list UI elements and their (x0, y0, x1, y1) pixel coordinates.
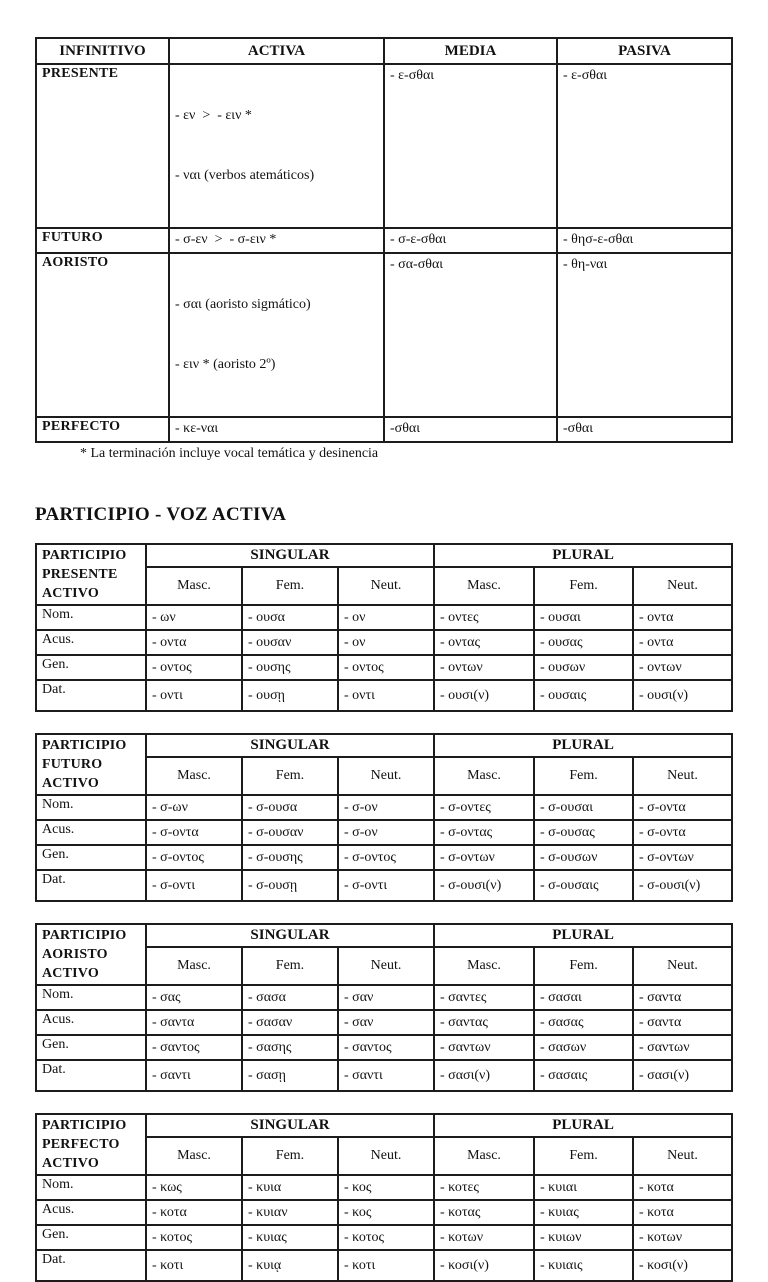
column-header-infinitivo: INFINITIVO (36, 38, 169, 64)
table-row (36, 1200, 732, 1225)
ending-cell: - κυια (242, 1175, 338, 1200)
ending-cell: - σασων (534, 1035, 633, 1060)
ending-cell (169, 64, 384, 228)
ending-cell: - σαντων (434, 1035, 534, 1060)
ending-cell: - κοτων (434, 1225, 534, 1250)
column-header-activa: ACTIVA (169, 38, 384, 64)
ending-cell: - ον (338, 605, 434, 630)
table-row (36, 1225, 732, 1250)
ending-cell: - ουσῃ (242, 680, 338, 711)
table-header-row (36, 734, 732, 757)
gender-header-cell: Neut. (338, 1137, 434, 1175)
ending-cell: - κυιων (534, 1225, 633, 1250)
ending-cell: - οντι (146, 680, 242, 711)
footnote: * La terminación incluye vocal temática y desinencia (80, 446, 379, 461)
gender-header-cell: Fem. (242, 567, 338, 605)
participle-table-aoristo (35, 923, 733, 1092)
ending-cell: - σ-ουσαις (534, 870, 633, 901)
ending-cell: - ουσι(ν) (633, 680, 732, 711)
ending-cell: - σ-οντων (633, 845, 732, 870)
ending-cell: - σας (146, 985, 242, 1010)
ending-cell: - σασῃ (242, 1060, 338, 1091)
ending-cell: - σ-οντα (633, 795, 732, 820)
table-title-line: AORISTO (42, 947, 108, 962)
ending-cell: - σ-ον (338, 795, 434, 820)
ending-line: - σαι (aoristo sigmático) (175, 297, 311, 312)
ending-cell: - σασα (242, 985, 338, 1010)
gender-header-cell: Neut. (633, 947, 732, 985)
table-title-cell (36, 734, 146, 795)
ending-cell: - σ-οντων (434, 845, 534, 870)
ending-cell: - σαντας (434, 1010, 534, 1035)
table-row (36, 680, 732, 711)
table-title-line: ACTIVO (42, 1156, 99, 1171)
gender-header-cell: Fem. (534, 1137, 633, 1175)
column-header-pasiva: PASIVA (557, 38, 732, 64)
ending-cell: - κοτα (633, 1175, 732, 1200)
case-label-cell: Gen. (36, 655, 146, 680)
gender-header-cell: Masc. (146, 947, 242, 985)
ending-cell: - σ-οντα (633, 820, 732, 845)
table-title-cell (36, 924, 146, 985)
ending-cell: - κοτος (146, 1225, 242, 1250)
case-label-cell: Gen. (36, 1035, 146, 1060)
ending-cell: - σ-εν > - σ-ειν * (169, 228, 384, 253)
ending-cell: - οντων (434, 655, 534, 680)
table-title-line: PARTICIPIO (42, 738, 127, 753)
gender-header-cell: Fem. (534, 757, 633, 795)
ending-cell: - κοσι(ν) (434, 1250, 534, 1281)
ending-cell: - κοτι (146, 1250, 242, 1281)
ending-cell: - ων (146, 605, 242, 630)
table-row (36, 64, 732, 228)
table-title-cell (36, 544, 146, 605)
ending-cell: - ουσα (242, 605, 338, 630)
ending-cell: - κως (146, 1175, 242, 1200)
gender-header-cell: Masc. (146, 757, 242, 795)
ending-cell: - σαν (338, 985, 434, 1010)
ending-cell: - ουσης (242, 655, 338, 680)
table-row (36, 1010, 732, 1035)
ending-cell: - κυιαις (534, 1250, 633, 1281)
ending-cell: - ουσαν (242, 630, 338, 655)
tense-label-cell: FUTURO (36, 228, 169, 253)
singular-header: SINGULAR (146, 544, 434, 567)
ending-cell: - σασης (242, 1035, 338, 1060)
ending-cell: - σαντες (434, 985, 534, 1010)
ending-cell: - θη-ναι (557, 253, 732, 417)
ending-cell: -σθαι (384, 417, 557, 442)
ending-cell: - σ-οντες (434, 795, 534, 820)
table-header-row (36, 38, 732, 64)
ending-cell: - κοτες (434, 1175, 534, 1200)
ending-cell: - ουσι(ν) (434, 680, 534, 711)
ending-cell: - σ-οντι (146, 870, 242, 901)
ending-cell: - σ-οντας (434, 820, 534, 845)
tense-label-cell: PRESENTE (36, 64, 169, 228)
gender-header-cell: Neut. (338, 567, 434, 605)
table-row (36, 870, 732, 901)
ending-cell: - σ-ουσι(ν) (633, 870, 732, 901)
infinitive-endings-table (35, 37, 733, 443)
table-title-line: PARTICIPIO (42, 548, 127, 563)
ending-cell: - σαν (338, 1010, 434, 1035)
case-label-cell: Acus. (36, 1200, 146, 1225)
ending-cell: - σ-ουσα (242, 795, 338, 820)
gender-header-cell: Masc. (434, 567, 534, 605)
case-label-cell: Dat. (36, 1250, 146, 1281)
ending-cell: - σ-οντος (338, 845, 434, 870)
case-label-cell: Dat. (36, 1060, 146, 1091)
ending-cell: - σασι(ν) (633, 1060, 732, 1091)
ending-cell: - οντας (434, 630, 534, 655)
ending-cell: - ουσαι (534, 605, 633, 630)
gender-header-cell: Fem. (534, 947, 633, 985)
ending-cell: - κος (338, 1175, 434, 1200)
ending-cell: - οντα (633, 630, 732, 655)
tense-label-cell: AORISTO (36, 253, 169, 417)
table-title-line: PARTICIPIO (42, 1118, 127, 1133)
ending-cell: - σαντος (146, 1035, 242, 1060)
ending-cell: - σαντα (633, 1010, 732, 1035)
case-label-cell: Gen. (36, 845, 146, 870)
table-row (36, 228, 732, 253)
ending-cell: - οντα (146, 630, 242, 655)
gender-header-cell: Masc. (146, 567, 242, 605)
ending-cell: - οντων (633, 655, 732, 680)
table-row (36, 845, 732, 870)
section-heading: PARTICIPIO - VOZ ACTIVA (35, 504, 287, 525)
ending-cell: - σ-οντος (146, 845, 242, 870)
ending-cell: - θησ-ε-σθαι (557, 228, 732, 253)
case-label-cell: Acus. (36, 1010, 146, 1035)
case-label-cell: Nom. (36, 1175, 146, 1200)
table-title-line: ACTIVO (42, 776, 99, 791)
ending-cell: - κοτων (633, 1225, 732, 1250)
table-title-line: FUTURO (42, 757, 103, 772)
plural-header: PLURAL (434, 1114, 732, 1137)
ending-cell: - οντος (146, 655, 242, 680)
gender-header-cell: Masc. (434, 757, 534, 795)
participle-table-perfecto (35, 1113, 733, 1282)
ending-cell: - οντι (338, 680, 434, 711)
ending-cell: - σ-ε-σθαι (384, 228, 557, 253)
ending-cell: - ε-σθαι (384, 64, 557, 228)
ending-line: - ειν * (aoristo 2º) (175, 357, 276, 372)
case-label-cell: Nom. (36, 605, 146, 630)
ending-cell: -σθαι (557, 417, 732, 442)
table-row (36, 605, 732, 630)
gender-header-cell: Masc. (434, 1137, 534, 1175)
ending-cell: - σ-ουσης (242, 845, 338, 870)
table-row (36, 820, 732, 845)
table-row (36, 655, 732, 680)
case-label-cell: Acus. (36, 630, 146, 655)
ending-cell: - σ-ον (338, 820, 434, 845)
case-label-cell: Nom. (36, 795, 146, 820)
gender-header-cell: Neut. (633, 757, 732, 795)
ending-cell: - σαντων (633, 1035, 732, 1060)
ending-cell: - κοτα (633, 1200, 732, 1225)
plural-header: PLURAL (434, 544, 732, 567)
table-title-line: PARTICIPIO (42, 928, 127, 943)
ending-cell: - κυιᾳ (242, 1250, 338, 1281)
gender-header-cell: Fem. (242, 947, 338, 985)
ending-line: - ναι (verbos atemáticos) (175, 168, 315, 183)
singular-header: SINGULAR (146, 734, 434, 757)
table-row (36, 630, 732, 655)
table-row (36, 417, 732, 442)
tense-label-cell: PERFECTO (36, 417, 169, 442)
table-row (36, 985, 732, 1010)
case-label-cell: Dat. (36, 870, 146, 901)
singular-header: SINGULAR (146, 924, 434, 947)
gender-header-cell: Neut. (338, 757, 434, 795)
case-label-cell: Nom. (36, 985, 146, 1010)
case-label-cell: Dat. (36, 680, 146, 711)
gender-header-cell: Fem. (534, 567, 633, 605)
ending-cell: - οντα (633, 605, 732, 630)
ending-cell: - σ-ουσι(ν) (434, 870, 534, 901)
ending-cell: - σαντι (338, 1060, 434, 1091)
gender-header-cell: Masc. (434, 947, 534, 985)
ending-cell: - κοσι(ν) (633, 1250, 732, 1281)
ending-cell: - οντος (338, 655, 434, 680)
ending-cell: - ον (338, 630, 434, 655)
ending-cell: - σασας (534, 1010, 633, 1035)
ending-cell: - ουσων (534, 655, 633, 680)
table-title-line: PRESENTE (42, 567, 118, 582)
ending-cell: - σαντα (633, 985, 732, 1010)
ending-cell: - σαντα (146, 1010, 242, 1035)
plural-header: PLURAL (434, 924, 732, 947)
ending-cell: - κυιας (242, 1225, 338, 1250)
ending-cell: - σ-ουσων (534, 845, 633, 870)
gender-header-cell: Neut. (633, 567, 732, 605)
gender-header-cell: Neut. (633, 1137, 732, 1175)
table-row (36, 1175, 732, 1200)
ending-cell: - κοτα (146, 1200, 242, 1225)
ending-cell: - σ-οντι (338, 870, 434, 901)
ending-cell: - σαντος (338, 1035, 434, 1060)
ending-cell: - σασαι (534, 985, 633, 1010)
gender-header-cell: Neut. (338, 947, 434, 985)
gender-header-cell: Masc. (146, 1137, 242, 1175)
ending-cell: - ουσαις (534, 680, 633, 711)
ending-cell: - κοτι (338, 1250, 434, 1281)
table-row (36, 1060, 732, 1091)
participle-table-presente (35, 543, 733, 712)
case-label-cell: Acus. (36, 820, 146, 845)
gender-header-cell: Fem. (242, 757, 338, 795)
table-title-line: ACTIVO (42, 966, 99, 981)
ending-cell: - σ-ουσαι (534, 795, 633, 820)
ending-cell: - κυιαι (534, 1175, 633, 1200)
plural-header: PLURAL (434, 734, 732, 757)
ending-cell: - κυιαν (242, 1200, 338, 1225)
table-header-row (36, 924, 732, 947)
ending-cell: - σασι(ν) (434, 1060, 534, 1091)
ending-cell: - σ-ουσας (534, 820, 633, 845)
ending-cell: - κοτας (434, 1200, 534, 1225)
table-title-line: PERFECTO (42, 1137, 120, 1152)
table-header-row (36, 1114, 732, 1137)
ending-cell: - ε-σθαι (557, 64, 732, 228)
ending-cell: - σ-ουσαν (242, 820, 338, 845)
ending-cell: - σασαις (534, 1060, 633, 1091)
table-title-line: ACTIVO (42, 586, 99, 601)
ending-line: - εν > - ειν * (175, 108, 252, 123)
gender-header-cell: Fem. (242, 1137, 338, 1175)
ending-cell: - σασαν (242, 1010, 338, 1035)
table-row (36, 253, 732, 417)
case-label-cell: Gen. (36, 1225, 146, 1250)
ending-cell: - ουσας (534, 630, 633, 655)
ending-cell: - σ-ουσῃ (242, 870, 338, 901)
ending-cell: - κυιας (534, 1200, 633, 1225)
ending-cell: - σ-οντα (146, 820, 242, 845)
ending-cell (169, 253, 384, 417)
ending-cell: - κος (338, 1200, 434, 1225)
table-title-cell (36, 1114, 146, 1175)
table-row (36, 1250, 732, 1281)
ending-cell: - σαντι (146, 1060, 242, 1091)
singular-header: SINGULAR (146, 1114, 434, 1137)
ending-cell: - σα-σθαι (384, 253, 557, 417)
ending-cell: - σ-ων (146, 795, 242, 820)
column-header-media: MEDIA (384, 38, 557, 64)
participle-table-futuro (35, 733, 733, 902)
table-row (36, 1035, 732, 1060)
ending-cell: - οντες (434, 605, 534, 630)
table-header-row (36, 544, 732, 567)
ending-cell: - κοτος (338, 1225, 434, 1250)
ending-cell: - κε-ναι (169, 417, 384, 442)
table-row (36, 795, 732, 820)
